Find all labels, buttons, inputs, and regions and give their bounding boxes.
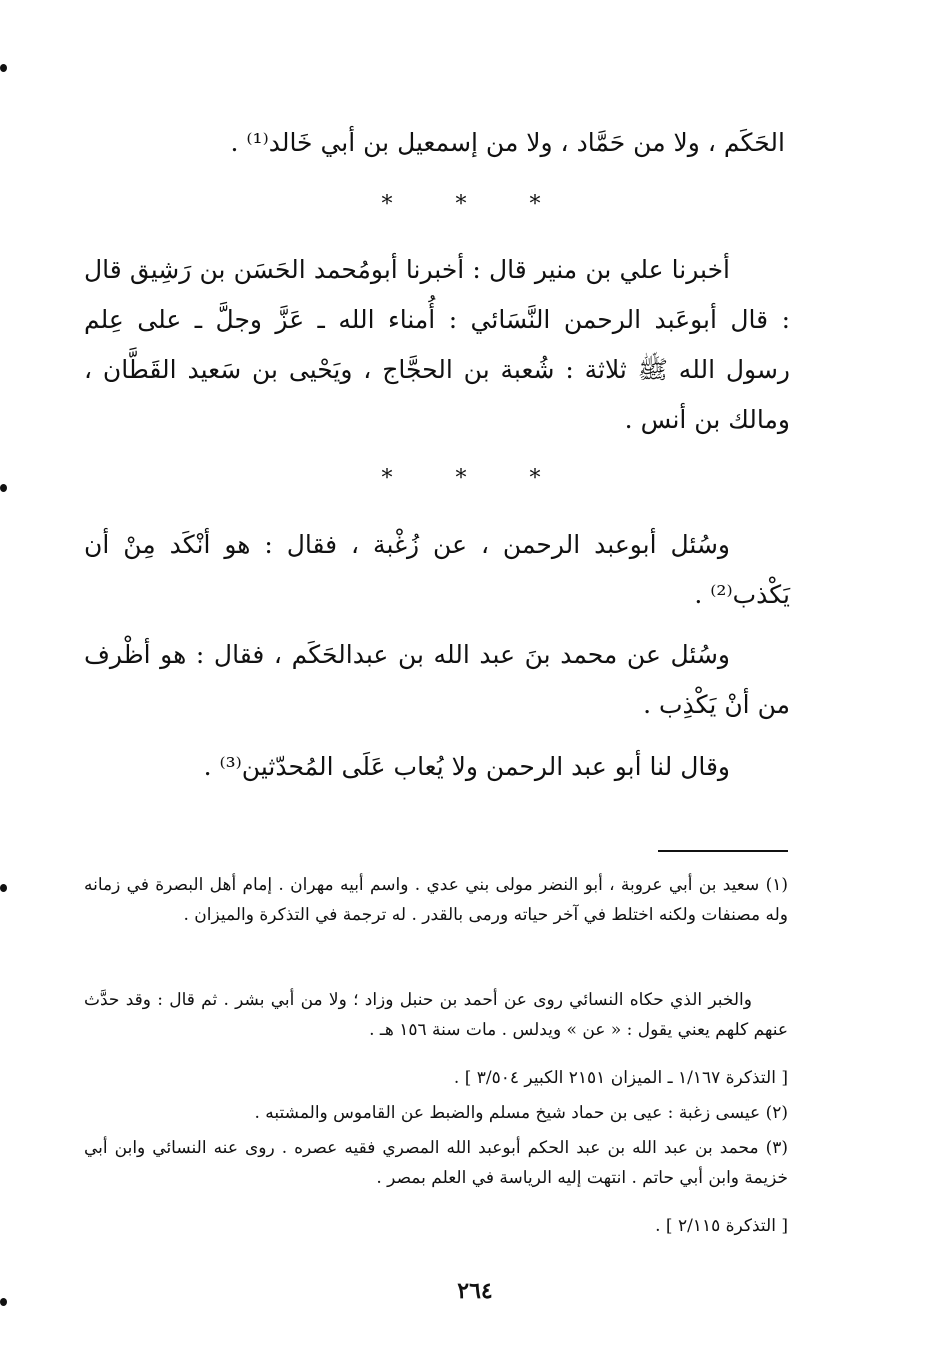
- paragraph-2: وسُئل أبوعبد الرحمن ، عن زُغْبة ، فقال : هو أنْكَد مِنْ أن يَكْذب⁽²⁾ .: [84, 530, 790, 609]
- section-separator: * * *: [381, 192, 569, 217]
- footnote-1-continued: والخبر الذي حكاه النسائي روى عن أحمد بن حنبل وزاد ؛ ولا من أبي بشر . ثم قال : وقد حدَّث عنهم كلهم يعني يقول : « عن » ويدلس . مات سنة ١٥٦ هـ .: [84, 990, 788, 1040]
- footnote-divider: [658, 850, 788, 852]
- paragraph-3: وسُئل عن محمد بنَ عبد الله بن عبدالحَكَم ، فقال : هو أظْرف من أنْ يَكْذِب .: [84, 640, 790, 719]
- section-separator: * * *: [381, 466, 569, 491]
- scan-dot: [0, 64, 7, 72]
- footnote-2: (٢) عيسى زغبة : عيى بن حماد شيخ مسلم والضبط عن القاموس والمشتبه .: [254, 1103, 788, 1123]
- paragraph-4: وقال لنا أبو عبد الرحمن ولا يُعاب عَلَى المُحدّثين⁽³⁾ .: [203, 752, 730, 781]
- footnote-1-references: [ التذكرة ١/١٦٧ ـ الميزان ٢١٥١ الكبير ٣/٥٠٤ ] .: [453, 1068, 788, 1088]
- paragraph-1: أخبرنا علي بن منير قال : أخبرنا أبومُحمد الحَسَن بن رَشِيق قال : قال أبوعَبد الرحمن النَّسَائي : أُمناء الله ـ عَزَّ وجلَّ ـ على عِلم رسول الله ﷺ ثلاثة : شُعبة بن الحجَّاج ، ويَحْيى بن سَعيد القَطَّان ، ومالك بن أنس .: [84, 255, 790, 434]
- footnote-3-references: [ التذكرة ٢/١١٥ ] .: [655, 1216, 788, 1236]
- page-number: ٢٦٤: [457, 1278, 493, 1304]
- scan-dot: [0, 884, 7, 892]
- footnote-3: (٣) محمد بن عبد الله بن عبد الحكم أبوعبد الله المصري فقيه عصره . روى عنه النسائي وابن أبي خزيمة وابن أبي حاتم . انتهت إليه الرياسة في العلم بمصر .: [84, 1138, 788, 1188]
- main-line-1: الحَكَم ، ولا من حَمَّاد ، ولا من إسمعيل بن أبي خَالد⁽¹⁾ .: [230, 128, 785, 157]
- footnote-1: (١) سعيد بن أبي عروبة ، أبو النضر مولى بني عدي . واسم أبيه مهران . إمام أهل البصرة في زمانه وله مصنفات ولكنه اختلط في آخر حياته ورمى بالقدر . له ترجمة في التذكرة والميزان .: [84, 875, 788, 925]
